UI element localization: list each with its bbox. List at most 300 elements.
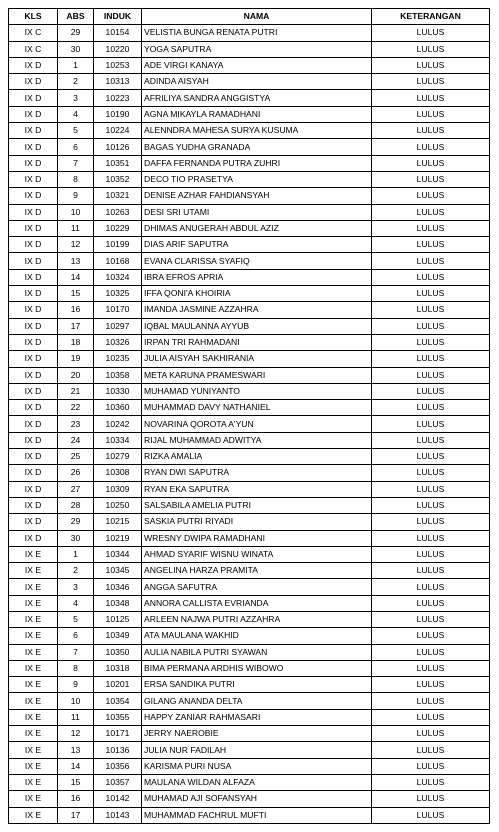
table-row — [9, 302, 490, 318]
cell-nama: DHIMAS ANUGERAH ABDUL AZIZ — [142, 220, 372, 236]
cell-nama: IRPAN TRI RAHMADANI — [142, 334, 372, 350]
cell-kls: IX E — [9, 807, 58, 823]
cell-keterangan: LULUS — [372, 481, 490, 497]
cell-abs: 12 — [58, 237, 94, 253]
cell-nama: META KARUNA PRAMESWARI — [142, 367, 372, 383]
cell-keterangan: LULUS — [372, 220, 490, 236]
cell-abs: 1 — [58, 546, 94, 562]
cell-nama: SALSABILA AMELIA PUTRI — [142, 497, 372, 513]
cell-kls: IX E — [9, 611, 58, 627]
cell-induk: 10324 — [94, 269, 142, 285]
cell-kls: IX D — [9, 481, 58, 497]
cell-nama: RYAN EKA SAPUTRA — [142, 481, 372, 497]
cell-keterangan: LULUS — [372, 742, 490, 758]
cell-abs: 13 — [58, 253, 94, 269]
cell-nama: DENISE AZHAR FAHDIANSYAH — [142, 188, 372, 204]
cell-abs: 13 — [58, 742, 94, 758]
table-row — [9, 286, 490, 302]
cell-abs: 27 — [58, 481, 94, 497]
cell-induk: 10308 — [94, 465, 142, 481]
cell-induk: 10348 — [94, 595, 142, 611]
cell-kls: IX E — [9, 742, 58, 758]
cell-abs: 7 — [58, 644, 94, 660]
cell-kls: IX D — [9, 302, 58, 318]
cell-nama: JERRY NAEROBIE — [142, 726, 372, 742]
cell-induk: 10224 — [94, 123, 142, 139]
cell-kls: IX D — [9, 269, 58, 285]
cell-keterangan: LULUS — [372, 123, 490, 139]
table-row — [9, 546, 490, 562]
table-row — [9, 318, 490, 334]
cell-keterangan: LULUS — [372, 726, 490, 742]
cell-nama: IBRA EFROS APRIA — [142, 269, 372, 285]
table-row — [9, 171, 490, 187]
cell-kls: IX D — [9, 318, 58, 334]
table-row — [9, 139, 490, 155]
cell-abs: 18 — [58, 334, 94, 350]
table-row — [9, 628, 490, 644]
header-keterangan: KETERANGAN — [372, 9, 490, 25]
cell-kls: IX E — [9, 644, 58, 660]
cell-abs: 8 — [58, 171, 94, 187]
table-row — [9, 791, 490, 807]
table-row — [9, 677, 490, 693]
header-abs: ABS — [58, 9, 94, 25]
cell-abs: 15 — [58, 774, 94, 790]
cell-keterangan: LULUS — [372, 677, 490, 693]
cell-abs: 22 — [58, 400, 94, 416]
table-row — [9, 155, 490, 171]
cell-abs: 10 — [58, 693, 94, 709]
cell-keterangan: LULUS — [372, 302, 490, 318]
cell-induk: 10250 — [94, 497, 142, 513]
cell-induk: 10334 — [94, 432, 142, 448]
cell-keterangan: LULUS — [372, 400, 490, 416]
cell-induk: 10263 — [94, 204, 142, 220]
cell-nama: MUHAMMAD FACHRUL MUFTI — [142, 807, 372, 823]
cell-abs: 3 — [58, 90, 94, 106]
cell-nama: VELISTIA BUNGA RENATA PUTRI — [142, 25, 372, 41]
cell-kls: IX D — [9, 367, 58, 383]
cell-nama: DESI SRI UTAMI — [142, 204, 372, 220]
cell-nama: ERSA SANDIKA PUTRI — [142, 677, 372, 693]
table-row — [9, 742, 490, 758]
header-kls: KLS — [9, 9, 58, 25]
cell-keterangan: LULUS — [372, 286, 490, 302]
cell-kls: IX C — [9, 41, 58, 57]
cell-keterangan: LULUS — [372, 367, 490, 383]
cell-keterangan: LULUS — [372, 74, 490, 90]
cell-induk: 10325 — [94, 286, 142, 302]
table-row — [9, 204, 490, 220]
cell-kls: IX D — [9, 465, 58, 481]
cell-kls: IX D — [9, 57, 58, 73]
cell-induk: 10126 — [94, 139, 142, 155]
table-row — [9, 351, 490, 367]
cell-induk: 10355 — [94, 709, 142, 725]
cell-kls: IX E — [9, 758, 58, 774]
table-row — [9, 807, 490, 823]
cell-abs: 5 — [58, 123, 94, 139]
cell-abs: 11 — [58, 709, 94, 725]
cell-keterangan: LULUS — [372, 41, 490, 57]
cell-induk: 10318 — [94, 660, 142, 676]
cell-keterangan: LULUS — [372, 530, 490, 546]
cell-induk: 10223 — [94, 90, 142, 106]
cell-kls: IX E — [9, 660, 58, 676]
cell-induk: 10154 — [94, 25, 142, 41]
cell-induk: 10190 — [94, 106, 142, 122]
cell-abs: 29 — [58, 25, 94, 41]
cell-keterangan: LULUS — [372, 579, 490, 595]
cell-nama: IMANDA JASMINE AZZAHRA — [142, 302, 372, 318]
cell-nama: NOVARINA QOROTA A'YUN — [142, 416, 372, 432]
cell-nama: YOGA SAPUTRA — [142, 41, 372, 57]
cell-kls: IX E — [9, 709, 58, 725]
table-row — [9, 660, 490, 676]
cell-keterangan: LULUS — [372, 269, 490, 285]
table-row — [9, 400, 490, 416]
cell-keterangan: LULUS — [372, 318, 490, 334]
cell-abs: 2 — [58, 563, 94, 579]
table-header-row — [9, 9, 490, 25]
cell-induk: 10253 — [94, 57, 142, 73]
cell-nama: JULIA AISYAH SAKHIRANIA — [142, 351, 372, 367]
cell-abs: 2 — [58, 74, 94, 90]
cell-abs: 19 — [58, 351, 94, 367]
table-row — [9, 432, 490, 448]
table-row — [9, 774, 490, 790]
table-row — [9, 383, 490, 399]
cell-keterangan: LULUS — [372, 693, 490, 709]
cell-nama: AGNA MIKAYLA RAMADHANI — [142, 106, 372, 122]
cell-keterangan: LULUS — [372, 791, 490, 807]
cell-kls: IX D — [9, 400, 58, 416]
cell-keterangan: LULUS — [372, 628, 490, 644]
cell-induk: 10143 — [94, 807, 142, 823]
cell-keterangan: LULUS — [372, 57, 490, 73]
cell-kls: IX E — [9, 791, 58, 807]
cell-induk: 10351 — [94, 155, 142, 171]
cell-kls: IX D — [9, 514, 58, 530]
cell-induk: 10170 — [94, 302, 142, 318]
table-row — [9, 579, 490, 595]
table-row — [9, 334, 490, 350]
cell-nama: KARISMA PURI NUSA — [142, 758, 372, 774]
cell-kls: IX D — [9, 286, 58, 302]
cell-kls: IX D — [9, 383, 58, 399]
cell-kls: IX D — [9, 432, 58, 448]
cell-kls: IX D — [9, 237, 58, 253]
cell-abs: 8 — [58, 660, 94, 676]
cell-nama: GILANG ANANDA DELTA — [142, 693, 372, 709]
cell-kls: IX D — [9, 220, 58, 236]
cell-induk: 10346 — [94, 579, 142, 595]
cell-induk: 10201 — [94, 677, 142, 693]
cell-induk: 10356 — [94, 758, 142, 774]
cell-abs: 16 — [58, 302, 94, 318]
cell-keterangan: LULUS — [372, 807, 490, 823]
cell-kls: IX D — [9, 123, 58, 139]
cell-induk: 10354 — [94, 693, 142, 709]
cell-keterangan: LULUS — [372, 611, 490, 627]
cell-induk: 10142 — [94, 791, 142, 807]
table-row — [9, 416, 490, 432]
cell-keterangan: LULUS — [372, 709, 490, 725]
table-row — [9, 90, 490, 106]
cell-induk: 10199 — [94, 237, 142, 253]
cell-abs: 1 — [58, 57, 94, 73]
cell-nama: RIZKA AMALIA — [142, 449, 372, 465]
cell-abs: 12 — [58, 726, 94, 742]
cell-nama: ARLEEN NAJWA PUTRI AZZAHRA — [142, 611, 372, 627]
cell-abs: 5 — [58, 611, 94, 627]
cell-kls: IX E — [9, 595, 58, 611]
cell-induk: 10168 — [94, 253, 142, 269]
cell-induk: 10219 — [94, 530, 142, 546]
cell-abs: 30 — [58, 530, 94, 546]
cell-kls: IX D — [9, 171, 58, 187]
cell-induk: 10357 — [94, 774, 142, 790]
table-row — [9, 106, 490, 122]
student-graduation-sheet — [8, 8, 490, 824]
cell-abs: 30 — [58, 41, 94, 57]
cell-kls: IX E — [9, 628, 58, 644]
cell-abs: 4 — [58, 595, 94, 611]
cell-nama: DECO TIO PRASETYA — [142, 171, 372, 187]
table-row — [9, 611, 490, 627]
cell-nama: BIMA PERMANA ARDHIS WIBOWO — [142, 660, 372, 676]
cell-kls: IX E — [9, 579, 58, 595]
cell-kls: IX D — [9, 188, 58, 204]
cell-kls: IX D — [9, 253, 58, 269]
cell-keterangan: LULUS — [372, 155, 490, 171]
cell-keterangan: LULUS — [372, 237, 490, 253]
cell-nama: BAGAS YUDHA GRANADA — [142, 139, 372, 155]
cell-kls: IX E — [9, 726, 58, 742]
cell-kls: IX D — [9, 139, 58, 155]
cell-keterangan: LULUS — [372, 758, 490, 774]
cell-abs: 9 — [58, 188, 94, 204]
cell-nama: DAFFA FERNANDA PUTRA ZUHRI — [142, 155, 372, 171]
cell-induk: 10297 — [94, 318, 142, 334]
cell-keterangan: LULUS — [372, 351, 490, 367]
table-row — [9, 269, 490, 285]
table-row — [9, 709, 490, 725]
cell-abs: 28 — [58, 497, 94, 513]
cell-nama: IQBAL MAULANNA AYYUB — [142, 318, 372, 334]
cell-induk: 10352 — [94, 171, 142, 187]
cell-abs: 23 — [58, 416, 94, 432]
cell-nama: DIAS ARIF SAPUTRA — [142, 237, 372, 253]
cell-abs: 11 — [58, 220, 94, 236]
cell-induk: 10360 — [94, 400, 142, 416]
cell-nama: EVANA CLARISSA SYAFIQ — [142, 253, 372, 269]
table-row — [9, 253, 490, 269]
cell-nama: ATA MAULANA WAKHID — [142, 628, 372, 644]
table-row — [9, 465, 490, 481]
cell-kls: IX D — [9, 351, 58, 367]
cell-induk: 10350 — [94, 644, 142, 660]
cell-abs: 6 — [58, 139, 94, 155]
cell-induk: 10215 — [94, 514, 142, 530]
cell-nama: ALENNDRA MAHESA SURYA KUSUMA — [142, 123, 372, 139]
table-row — [9, 563, 490, 579]
cell-nama: WRESNY DWIPA RAMADHANI — [142, 530, 372, 546]
cell-kls: IX D — [9, 449, 58, 465]
cell-abs: 25 — [58, 449, 94, 465]
cell-keterangan: LULUS — [372, 106, 490, 122]
cell-induk: 10279 — [94, 449, 142, 465]
cell-nama: HAPPY ZANIAR RAHMASARI — [142, 709, 372, 725]
cell-abs: 14 — [58, 269, 94, 285]
cell-nama: AULIA NABILA PUTRI SYAWAN — [142, 644, 372, 660]
cell-keterangan: LULUS — [372, 25, 490, 41]
cell-kls: IX D — [9, 90, 58, 106]
table-body — [9, 25, 490, 824]
table-row — [9, 758, 490, 774]
cell-kls: IX D — [9, 497, 58, 513]
cell-keterangan: LULUS — [372, 432, 490, 448]
table-row — [9, 74, 490, 90]
cell-nama: SASKIA PUTRI RIYADI — [142, 514, 372, 530]
cell-kls: IX C — [9, 25, 58, 41]
cell-keterangan: LULUS — [372, 563, 490, 579]
cell-keterangan: LULUS — [372, 514, 490, 530]
table-row — [9, 530, 490, 546]
cell-induk: 10229 — [94, 220, 142, 236]
cell-keterangan: LULUS — [372, 449, 490, 465]
cell-nama: IFFA QONI'A KHOIRIA — [142, 286, 372, 302]
cell-induk: 10321 — [94, 188, 142, 204]
cell-kls: IX E — [9, 693, 58, 709]
cell-nama: JULIA NUR FADILAH — [142, 742, 372, 758]
table-row — [9, 41, 490, 57]
cell-nama: RYAN DWI SAPUTRA — [142, 465, 372, 481]
table-row — [9, 497, 490, 513]
cell-nama: ANNORA CALLISTA EVRIANDA — [142, 595, 372, 611]
table-row — [9, 188, 490, 204]
cell-abs: 7 — [58, 155, 94, 171]
cell-kls: IX D — [9, 106, 58, 122]
cell-keterangan: LULUS — [372, 774, 490, 790]
cell-induk: 10220 — [94, 41, 142, 57]
cell-keterangan: LULUS — [372, 188, 490, 204]
header-induk: INDUK — [94, 9, 142, 25]
cell-keterangan: LULUS — [372, 660, 490, 676]
table-row — [9, 481, 490, 497]
cell-keterangan: LULUS — [372, 595, 490, 611]
cell-nama: ADE VIRGI KANAYA — [142, 57, 372, 73]
cell-induk: 10330 — [94, 383, 142, 399]
cell-induk: 10344 — [94, 546, 142, 562]
table-row — [9, 595, 490, 611]
cell-nama: ANGGA SAFUTRA — [142, 579, 372, 595]
cell-abs: 14 — [58, 758, 94, 774]
table-row — [9, 726, 490, 742]
table-row — [9, 220, 490, 236]
graduation-table — [8, 8, 490, 824]
cell-keterangan: LULUS — [372, 546, 490, 562]
table-row — [9, 367, 490, 383]
cell-induk: 10125 — [94, 611, 142, 627]
cell-induk: 10136 — [94, 742, 142, 758]
cell-induk: 10309 — [94, 481, 142, 497]
cell-induk: 10171 — [94, 726, 142, 742]
cell-abs: 9 — [58, 677, 94, 693]
cell-kls: IX E — [9, 563, 58, 579]
cell-induk: 10326 — [94, 334, 142, 350]
cell-keterangan: LULUS — [372, 90, 490, 106]
cell-keterangan: LULUS — [372, 204, 490, 220]
cell-nama: MUHAMMAD DAVY NATHANIEL — [142, 400, 372, 416]
cell-abs: 4 — [58, 106, 94, 122]
cell-abs: 3 — [58, 579, 94, 595]
cell-kls: IX D — [9, 334, 58, 350]
cell-keterangan: LULUS — [372, 416, 490, 432]
cell-abs: 21 — [58, 383, 94, 399]
cell-nama: ANGELINA HARZA PRAMITA — [142, 563, 372, 579]
cell-abs: 26 — [58, 465, 94, 481]
cell-nama: AFRILIYA SANDRA ANGGISTYA — [142, 90, 372, 106]
cell-abs: 10 — [58, 204, 94, 220]
cell-induk: 10345 — [94, 563, 142, 579]
cell-kls: IX D — [9, 416, 58, 432]
cell-abs: 20 — [58, 367, 94, 383]
table-row — [9, 514, 490, 530]
cell-induk: 10242 — [94, 416, 142, 432]
table-row — [9, 693, 490, 709]
cell-nama: RIJAL MUHAMMAD ADWITYA — [142, 432, 372, 448]
cell-induk: 10358 — [94, 367, 142, 383]
cell-kls: IX D — [9, 204, 58, 220]
cell-abs: 15 — [58, 286, 94, 302]
table-row — [9, 123, 490, 139]
cell-keterangan: LULUS — [372, 334, 490, 350]
cell-induk: 10313 — [94, 74, 142, 90]
header-nama: NAMA — [142, 9, 372, 25]
table-row — [9, 57, 490, 73]
cell-keterangan: LULUS — [372, 383, 490, 399]
cell-keterangan: LULUS — [372, 139, 490, 155]
table-row — [9, 644, 490, 660]
cell-keterangan: LULUS — [372, 644, 490, 660]
cell-keterangan: LULUS — [372, 465, 490, 481]
cell-keterangan: LULUS — [372, 253, 490, 269]
cell-kls: IX E — [9, 546, 58, 562]
cell-kls: IX D — [9, 74, 58, 90]
cell-kls: IX E — [9, 774, 58, 790]
cell-abs: 24 — [58, 432, 94, 448]
cell-nama: MUHAMAD YUNIYANTO — [142, 383, 372, 399]
table-row — [9, 237, 490, 253]
cell-abs: 16 — [58, 791, 94, 807]
cell-kls: IX D — [9, 530, 58, 546]
cell-abs: 17 — [58, 318, 94, 334]
cell-kls: IX D — [9, 155, 58, 171]
cell-keterangan: LULUS — [372, 171, 490, 187]
cell-kls: IX E — [9, 677, 58, 693]
cell-abs: 6 — [58, 628, 94, 644]
table-row — [9, 25, 490, 41]
cell-nama: AHMAD SYARIF WISNU WINATA — [142, 546, 372, 562]
cell-keterangan: LULUS — [372, 497, 490, 513]
cell-abs: 17 — [58, 807, 94, 823]
cell-nama: ADINDA AISYAH — [142, 74, 372, 90]
cell-nama: MAULANA WILDAN ALFAZA — [142, 774, 372, 790]
cell-nama: MUHAMAD AJI SOFANSYAH — [142, 791, 372, 807]
cell-abs: 29 — [58, 514, 94, 530]
